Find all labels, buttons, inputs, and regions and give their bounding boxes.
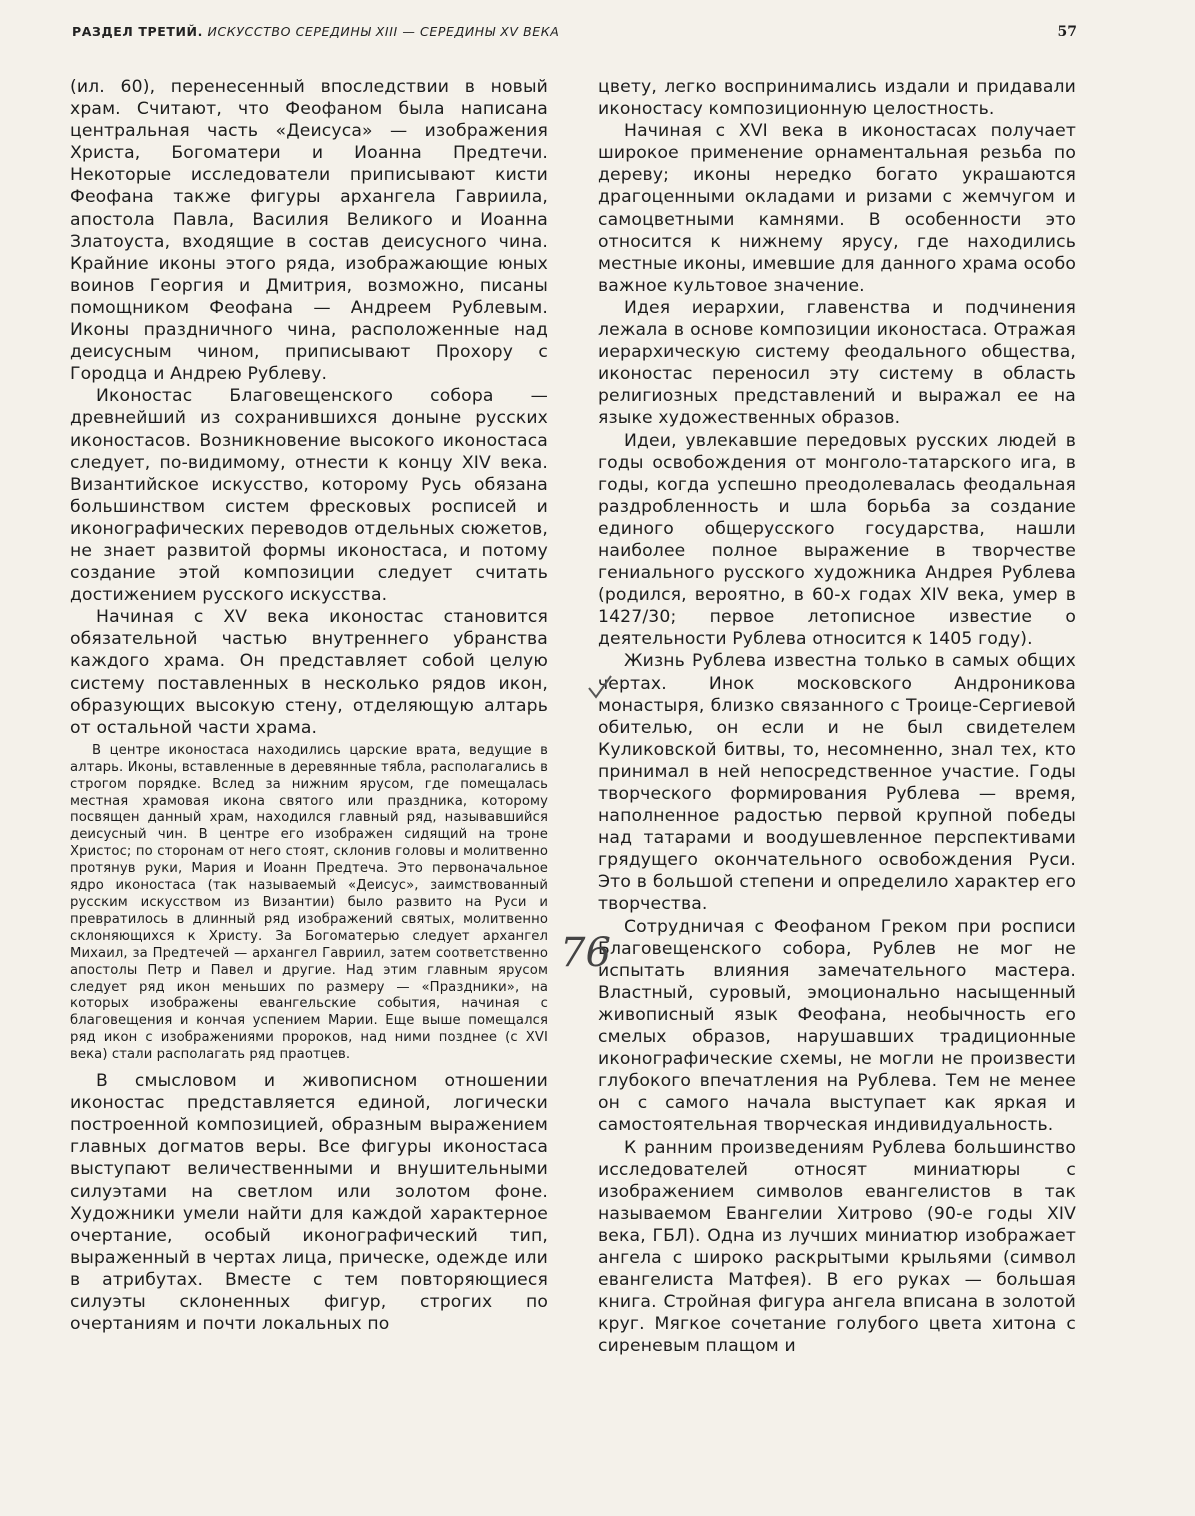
paragraph: Идеи, увлекавшие передовых русских людей в годы освобождения от монголо-татарского ига, в годы, когда успешно преодолевалась феодальная раздробленность и шла борьба за создание единого общерусского государства, нашли наиболее полное выражение в творчестве гениального русского художника Андрея Рублева (родился, вероятно, в 60-х годах XIV века, умер в 1427/30; первое летописное известие о деятельности Рублева относится к 1405 году). <box>598 430 1076 650</box>
paragraph: В смысловом и живописном отношении иконостас представляется единой, логически построенной композицией, образным выражением главных догматов веры. Все фигуры иконостаса выступают величественными и внушительными силуэтами на светлом или золотом фоне. Художники умели найти для каждой характерное очертание, особый иконографический тип, выраженный в чертах лица, прическе, одежде или в атрибутах. Вместе с тем повторяющиеся силуэты склоненных фигур, строгих по очертаниям и почти локальных по <box>70 1071 548 1335</box>
paragraph: (ил. 60), перенесенный впоследствии в новый храм. Считают, что Феофаном была написана центральная часть «Деисуса» — изображения Христа, Богоматери и Иоанна Предтечи. Некоторые исследователи приписывают кисти Феофана также фигуры архангела Гавриила, апостола Павла, Василия Великого и Иоанна Златоуста, входящие в состав деисусного чина. Крайние иконы этого ряда, изображающие юных воинов Георгия и Дмитрия, возможно, писаны помощником Феофана — Андреем Рублевым. Иконы праздничного чина, расположенные над деисусным чином, приписывают Прохору с Городца и Андрею Рублеву. <box>70 77 548 385</box>
paragraph: Жизнь Рублева известна только в самых общих чертах. Инок московского Андроникова монастыря, близко связанного с Троице-Сергиевой обителью, он если и не был свидетелем Куликовской битвы, то, несомненно, знал тех, кто принимал в ней непосредственное участие. Годы творческого формирования Рублева — время, наполненное радостью первой крупной победы над татарами и воодушевленное перспективами грядущего окончательного освобождения Руси. Это в большой степени и определило характер его творчества. <box>598 651 1076 915</box>
paragraph: Идея иерархии, главенства и подчинения лежала в основе композиции иконостаса. Отражая иерархическую систему феодального общества, иконостас переносил эту систему в область религиозных представлений и выражал ее на языке художественных образов. <box>598 297 1076 429</box>
section-label: РАЗДЕЛ ТРЕТИЙ. <box>72 24 203 39</box>
paragraph: Иконостас Благовещенского собора — древнейший из сохранившихся доныне русских иконостасов. Возникновение высокого иконостаса следует, по-видимому, отнести к концу XIV века. Византийское искусство, которому Русь обязана большинством систем фресковых росписей и иконографических переводов отдельных сюжетов, не знает развитой формы иконостаса, и потому создание этой композиции следует считать достижением русского искусства. <box>70 386 548 606</box>
paragraph: К ранним произведениям Рублева большинство исследователей относят миниатюры с изображением символов евангелистов в так называемом Евангелии Хитрово (90-е годы XIV века, ГБЛ). Одна из лучших миниатюр изображает ангела с широко раскрытыми крыльями (символ евангелиста Матфея). В его руках — большая книга. Стройная фигура ангела вписана в золотой круг. Мягкое сочетание голубого цвета хитона с сиреневым плащом и <box>598 1137 1076 1357</box>
pencil-check-mark-icon <box>585 672 615 702</box>
section-title: ИСКУССТВО СЕРЕДИНЫ XIII — СЕРЕДИНЫ XV ВЕКА <box>207 24 560 39</box>
running-header <box>72 24 1075 39</box>
paragraph: Начиная с XVI века в иконостасах получает широкое применение орнаментальная резьба по дереву; иконы нередко богато украшаются драгоценными окладами и ризами с жемчугом и самоцветными камнями. В особенности это относится к нижнему ярусу, где находились местные иконы, имевшие для данного храма особо важное культовое значение. <box>598 121 1076 296</box>
small-print-note: В центре иконостаса находились царские врата, ведущие в алтарь. Иконы, вставленные в деревянные тябла, располагались в строгом порядке. Вслед за нижним ярусом, где помещалась местная храмовая икона святого или праздника, которому посвящен данный храм, находился главный ряд, называвшийся деисусный чин. В центре его изображен сидящий на троне Христос; по сторонам от него стоят, склонив головы и молитвенно протянув руки, Мария и Иоанн Предтеча. Это первоначальное ядро иконостаса (так называемый «Деисус», заимствованный русским искусством из Византии) было развито на Руси и превратилось в длинный ряд изображений святых, молитвенно склоняющихся к Христу. За Богоматерью следует архангел Михаил, за Предтечей — архангел Гавриил, затем соответственно апостолы Петр и Павел и другие. Над этим главным ярусом следует ряд икон меньших по размеру — «Праздники», на которых изображены евангельские события, начиная с благовещения и кончая успением Марии. Еще выше помещался ряд икон с изображениями пророков, над ними позднее (с XVI века) стали располагать ряд праотцев. <box>70 742 548 1063</box>
paragraph: Начиная с XV века иконостас становится обязательной частью внутреннего убранства каждого храма. Он представляет собой целую систему поставленных в несколько рядов икон, образующих высокую стену, отделяющую алтарь от остальной части храма. <box>70 607 548 738</box>
page-number: 57 <box>1057 24 1077 40</box>
right-column <box>598 76 1076 1357</box>
left-column <box>70 76 548 1335</box>
handwritten-margin-number: 76 <box>560 930 611 976</box>
paragraph: Сотрудничая с Феофаном Греком при росписи Благовещенского собора, Рублев не мог не испытать влияния замечательного мастера. Властный, суровый, эмоционально насыщенный живописный язык Феофана, необычность его смелых образов, нарушавших традиционные иконографические схемы, не могли не произвести глубокого впечатления на Рублева. Тем не менее он с самого начала выступает как яркая и самостоятельная творческая индивидуальность. <box>598 916 1076 1136</box>
paragraph: цвету, легко воспринимались издали и придавали иконостасу композиционную целостность. <box>598 77 1076 120</box>
